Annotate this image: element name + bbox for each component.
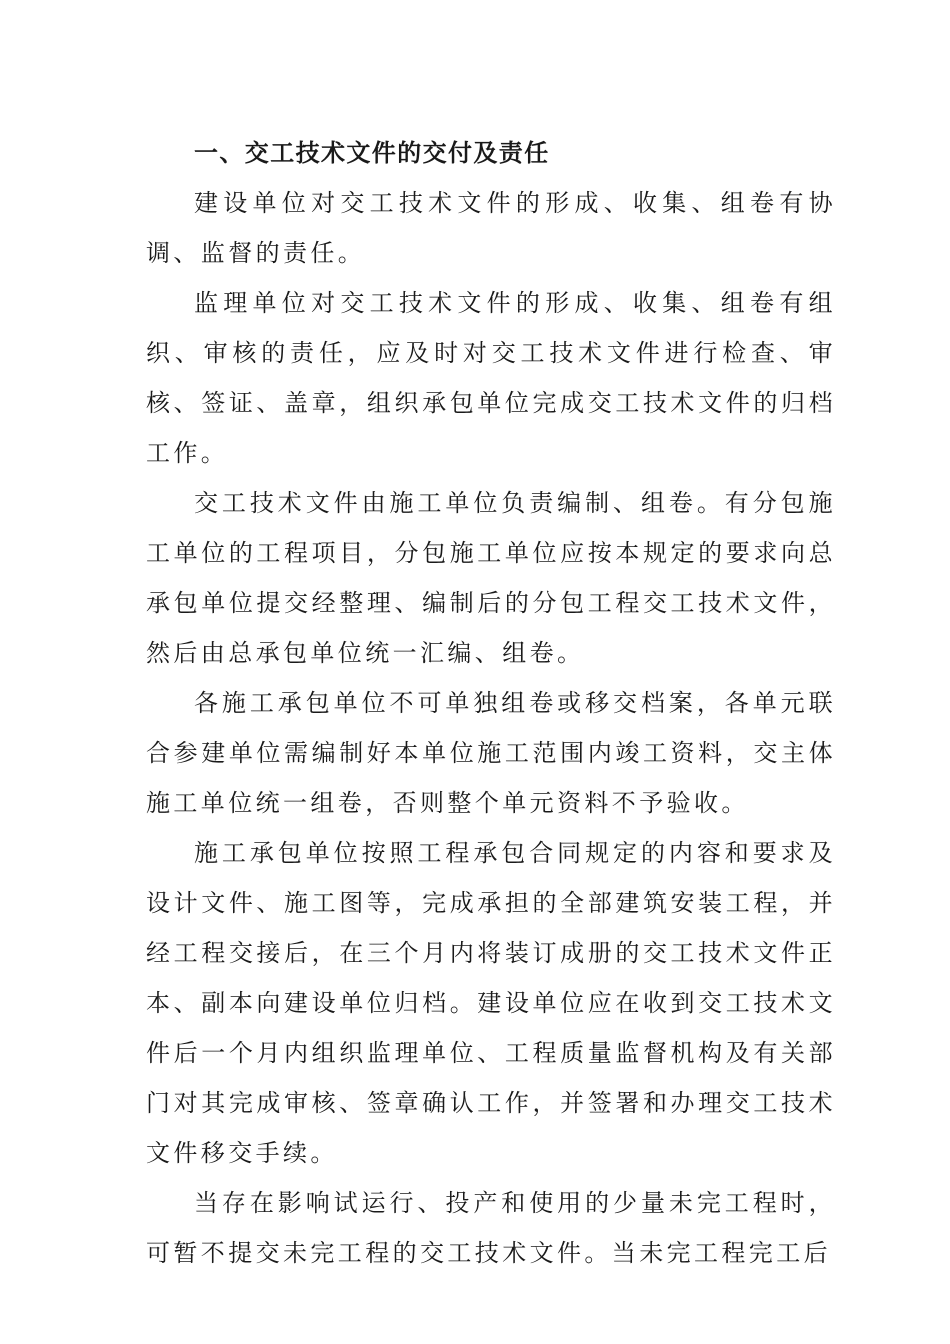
- paragraph-unfinished-works: 当存在影响试运行、投产和使用的少量未完工程时，可暂不提交未完工程的交工技术文件。当未完工程完工后: [146, 1189, 836, 1267]
- paragraph-contractor-compilation: 交工技术文件由施工单位负责编制、组卷。有分包施工单位的工程项目，分包施工单位应按本规定的要求向总承包单位提交经整理、编制后的分包工程交工技术文件，然后由总承包单位统一汇编、组卷。: [146, 489, 836, 667]
- document-page: [146, 128, 836, 1278]
- section-heading: 一、交工技术文件的交付及责任: [194, 138, 550, 167]
- paragraph-subcontractor-rules: 各施工承包单位不可单独组卷或移交档案，各单元联合参建单位需编制好本单位施工范围内竣工资料，交主体施工单位统一组卷，否则整个单元资料不予验收。: [146, 689, 836, 817]
- paragraph-owner-responsibility: 建设单位对交工技术文件的形成、收集、组卷有协调、监督的责任。: [146, 189, 836, 267]
- paragraph-supervisor-responsibility: 监理单位对交工技术文件的形成、收集、组卷有组织、审核的责任，应及时对交工技术文件进行检查、审核、签证、盖章，组织承包单位完成交工技术文件的归档工作。: [146, 289, 836, 467]
- paragraph-archiving-timeline: 施工承包单位按照工程承包合同规定的内容和要求及设计文件、施工图等，完成承担的全部建筑安装工程，并经工程交接后，在三个月内将装订成册的交工技术文件正本、副本向建设单位归档。建设单位应在收到交工技术文件后一个月内组织监理单位、工程质量监督机构及有关部门对其完成审核、签章确认工作，并签署和办理交工技术文件移交手续。: [146, 839, 836, 1167]
